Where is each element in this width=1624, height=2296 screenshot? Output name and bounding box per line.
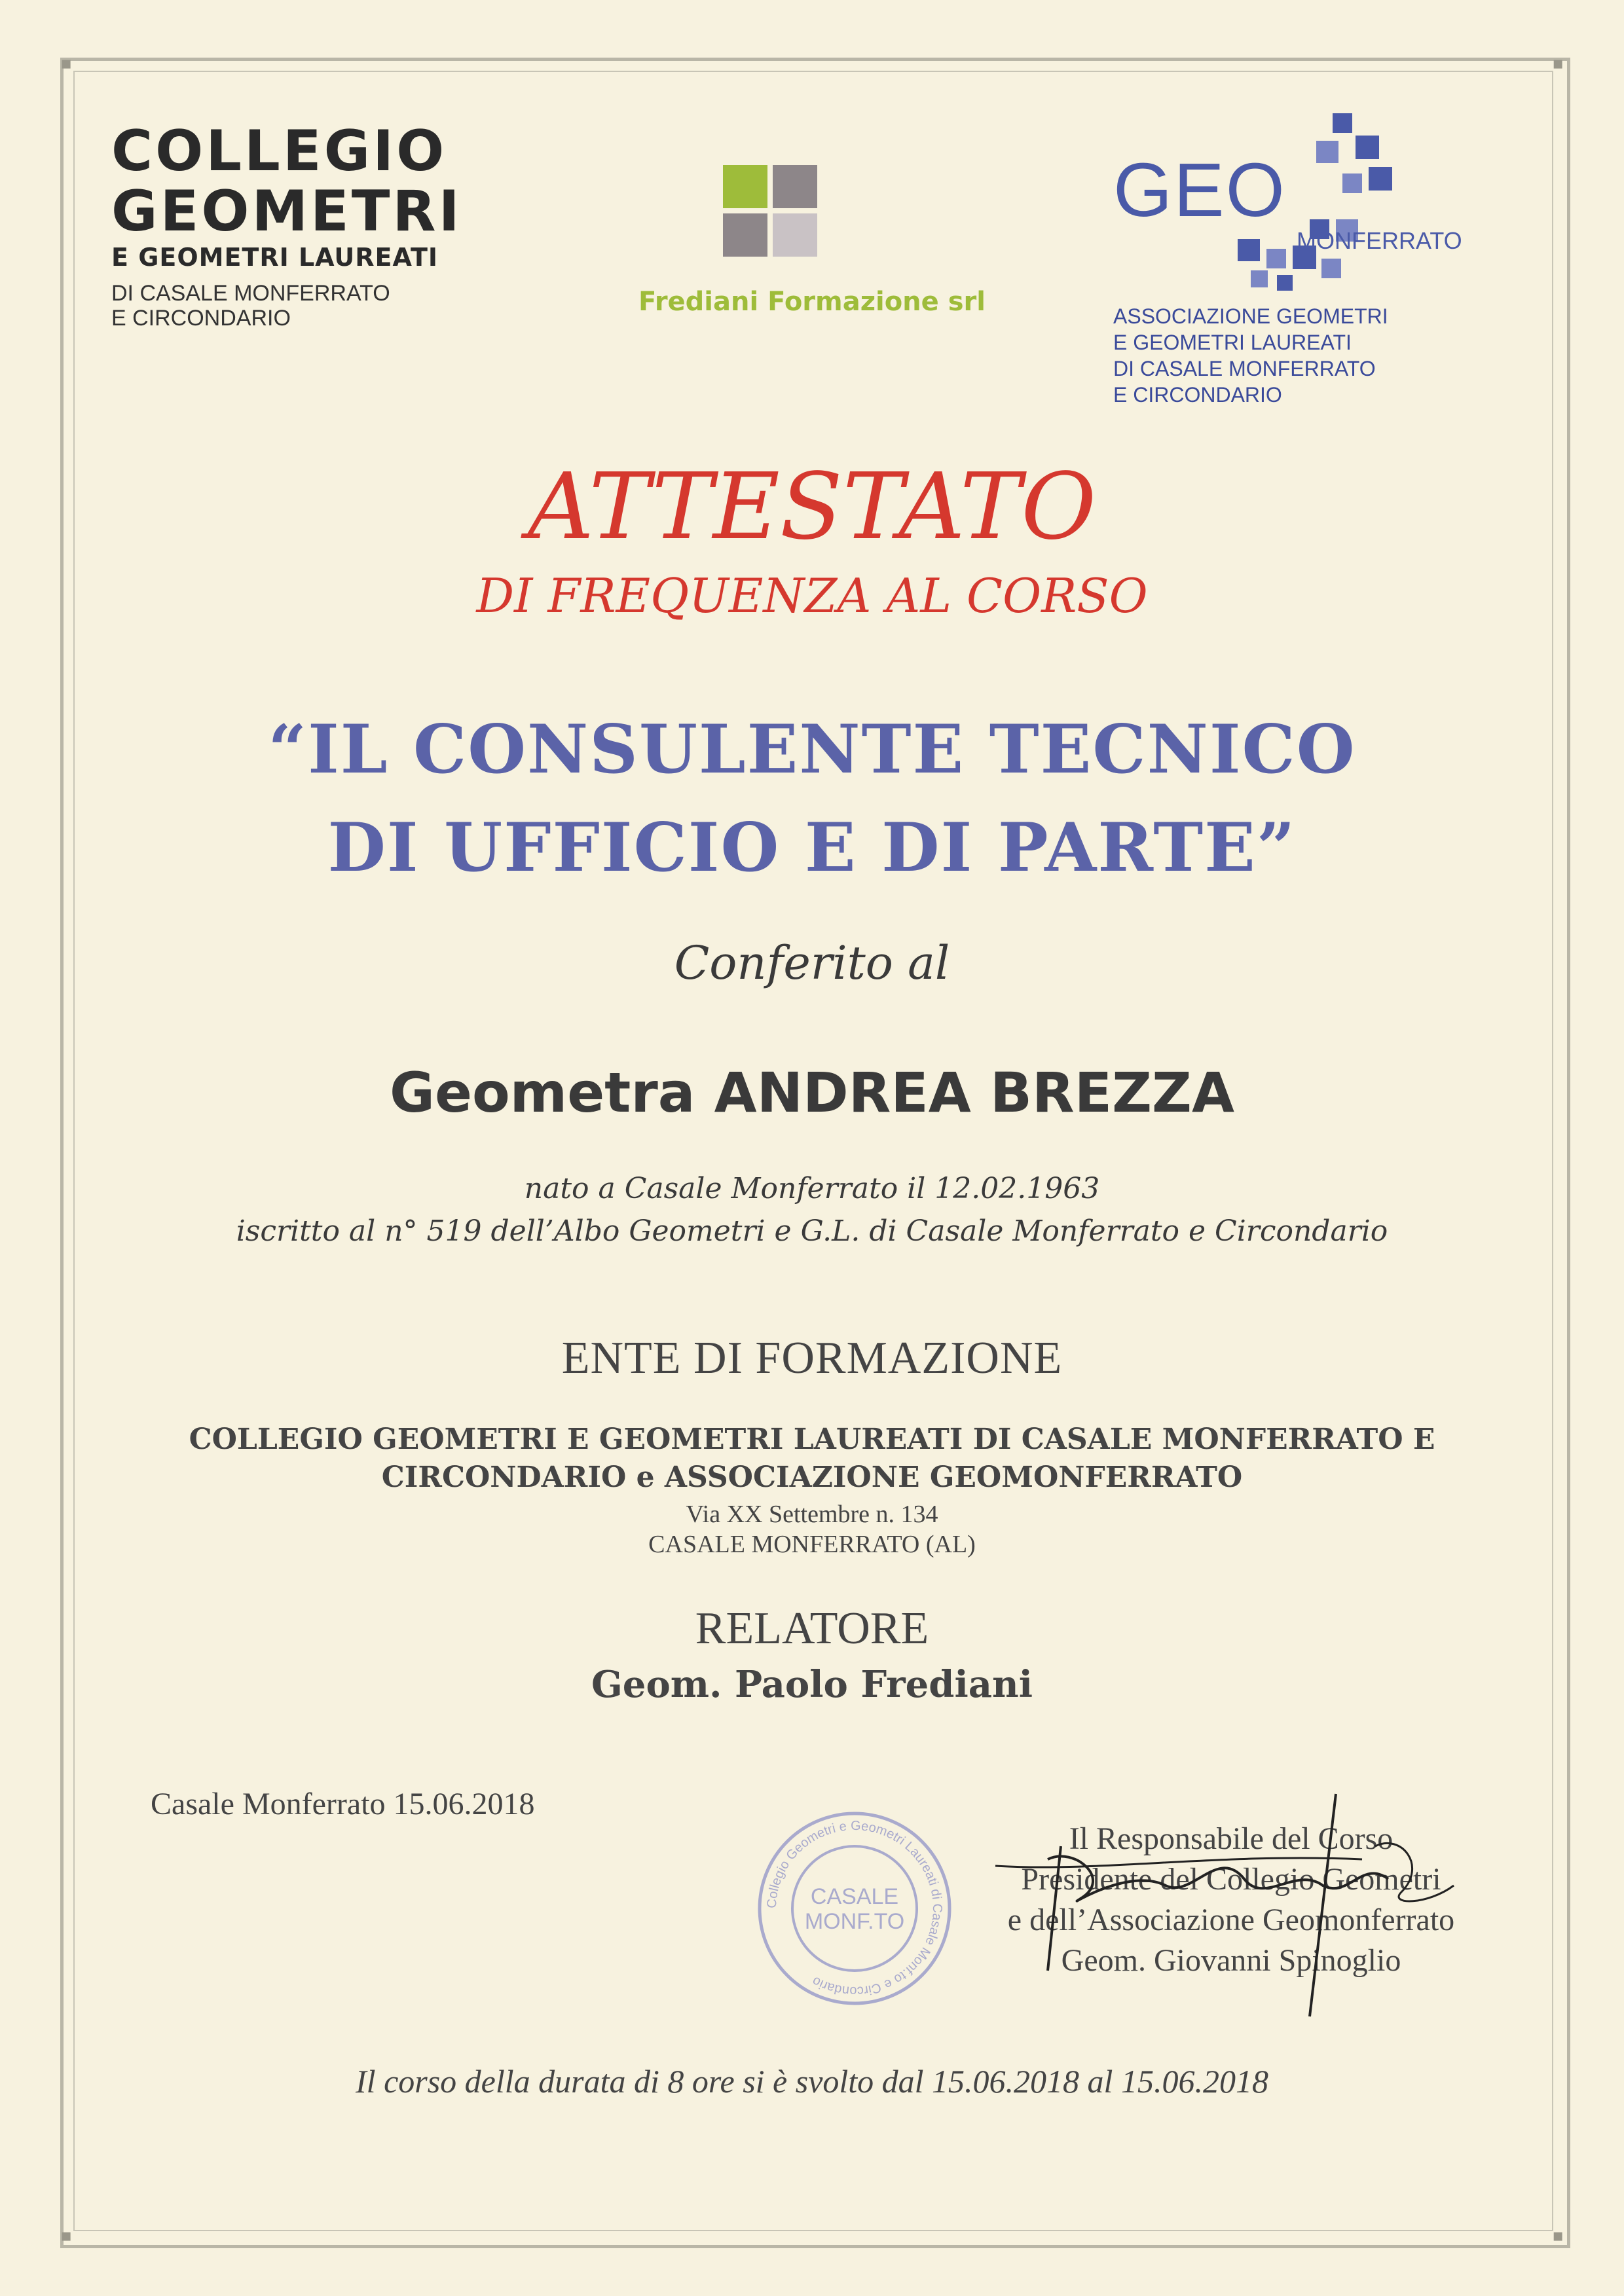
handwritten-signature <box>969 1768 1480 2043</box>
frediani-square-green <box>723 165 767 208</box>
signature-line4: Geom. Giovanni Spinoglio <box>1061 1943 1401 1978</box>
geomonferrato-logo <box>1113 108 1532 416</box>
course-duration-footer: Il corso della durata di 8 ore si è svolto dal 15.06.2018 al 15.06.2018 <box>356 2063 1268 2100</box>
corner-ornament-top-left: ▪ <box>60 54 72 73</box>
frediani-square-grey-1 <box>773 165 817 208</box>
collegio-logo-line1: COLLEGIO <box>111 118 447 184</box>
association-line1: ASSOCIAZIONE GEOMETRI <box>1113 304 1388 328</box>
signature-line2: Presidente del Collegio Geometri <box>1021 1862 1441 1897</box>
collegio-logo <box>111 118 462 331</box>
recipient-name: Geometra ANDREA BREZZA <box>390 1061 1234 1125</box>
geomonferrato-geo-text: GEO <box>1113 147 1286 232</box>
ente-name-line1: COLLEGIO GEOMETRI E GEOMETRI LAUREATI DI CASALE MONFERRATO E <box>189 1423 1435 1456</box>
course-title-line2: DI UFFICIO E DI PARTE” <box>327 809 1297 887</box>
corner-ornament-bottom-left: ▪ <box>60 2226 72 2246</box>
geomonferrato-subtitle: MONFERRATO <box>1297 227 1462 254</box>
stamp-center-line1: CASALE <box>810 1884 899 1909</box>
ente-address-line1: Via XX Settembre n. 134 <box>686 1501 938 1528</box>
association-line2: E GEOMETRI LAUREATI <box>1113 331 1352 354</box>
frediani-name: Frediani Formazione srl <box>638 287 986 317</box>
association-line3: DI CASALE MONFERRATO <box>1113 357 1376 380</box>
collegio-logo-line4: DI CASALE MONFERRATO <box>111 281 390 306</box>
certificate-title: ATTESTATO <box>527 454 1097 560</box>
frediani-squares-icon <box>722 164 826 262</box>
frediani-square-grey-2 <box>723 213 767 257</box>
course-title-line1: “IL CONSULENTE TECNICO <box>268 710 1356 789</box>
place-date: Casale Monferrato 15.06.2018 <box>151 1787 535 1821</box>
corner-ornament-bottom-right: ▪ <box>1552 2226 1564 2246</box>
relatore-heading: RELATORE <box>695 1603 929 1654</box>
stamp-center <box>753 1884 956 1934</box>
frediani-square-light <box>773 213 817 257</box>
signature-line3: e dell’Associazione Geomonferrato <box>1007 1903 1455 1937</box>
frediani-logo <box>557 157 1067 327</box>
ente-name-line2: CIRCONDARIO e ASSOCIAZIONE GEOMONFERRATO <box>381 1461 1243 1494</box>
ente-address-line2: CASALE MONFERRATO (AL) <box>648 1531 976 1558</box>
ente-heading: ENTE DI FORMAZIONE <box>561 1333 1063 1383</box>
certificate-subtitle: DI FREQUENZA AL CORSO <box>476 568 1148 623</box>
stamp-center-line2: MONF.TO <box>804 1909 905 1934</box>
signature-line1: Il Responsabile del Corso <box>1069 1821 1393 1856</box>
association-line4: E CIRCONDARIO <box>1113 383 1282 407</box>
official-stamp <box>753 1807 956 2010</box>
geomonferrato-association <box>1113 303 1506 408</box>
corner-ornament-top-right: ▪ <box>1552 54 1564 73</box>
collegio-logo-line5: E CIRCONDARIO <box>111 306 291 331</box>
conferred-label: Conferito al <box>674 936 950 990</box>
relatore-name: Geom. Paolo Frediani <box>591 1663 1033 1706</box>
stamp-ring-text: Collegio Geometri e Geometri Laureati di Casale Monf.to e Circondario <box>764 1818 945 1999</box>
recipient-birth: nato a Casale Monferrato il 12.02.1963 <box>524 1172 1100 1205</box>
collegio-logo-line2: GEOMETRI <box>111 179 462 244</box>
collegio-logo-line3: E GEOMETRI LAUREATI <box>111 243 439 272</box>
recipient-registration: iscritto al n° 519 dell’Albo Geometri e G.L. di Casale Monferrato e Circondario <box>236 1214 1388 1248</box>
